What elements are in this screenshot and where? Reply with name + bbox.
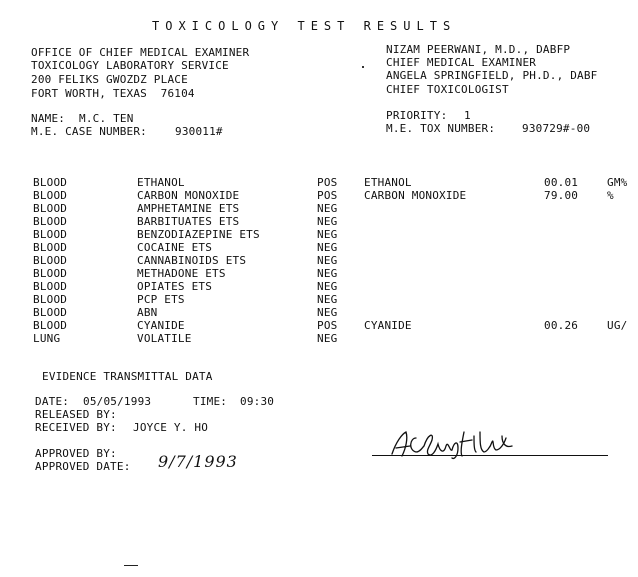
priority-label: PRIORITY:	[386, 109, 448, 122]
result-cell: NEG	[317, 306, 338, 319]
tox-number-value: 930729#-00	[522, 122, 591, 135]
table-row	[0, 280, 638, 293]
specimen-cell: BLOOD	[33, 306, 68, 319]
test-cell: ETHANOL	[137, 176, 185, 189]
footer-dash	[124, 565, 138, 566]
value-cell: 00.26	[544, 319, 579, 332]
result-cell: NEG	[317, 293, 338, 306]
analyte-cell: ETHANOL	[364, 176, 412, 189]
date-value: 05/05/1993	[83, 395, 152, 408]
examiner-line-1: NIZAM PEERWANI, M.D., DABFP	[386, 43, 571, 56]
test-cell: PCP ETS	[137, 293, 185, 306]
test-cell: CYANIDE	[137, 319, 185, 332]
case-number-value: 930011#	[175, 125, 223, 138]
priority-value: 1	[464, 109, 471, 122]
name-label: NAME:	[31, 112, 66, 125]
table-row	[0, 319, 638, 332]
received-by-label: RECEIVED BY:	[35, 421, 117, 434]
case-number-label: M.E. CASE NUMBER:	[31, 125, 147, 138]
unit-cell: UG/	[607, 319, 628, 332]
released-by-label: RELEASED BY:	[35, 408, 117, 421]
specimen-cell: BLOOD	[33, 241, 68, 254]
table-row	[0, 189, 638, 202]
office-line-1: OFFICE OF CHIEF MEDICAL EXAMINER	[31, 46, 250, 59]
office-line-4: FORT WORTH, TEXAS 76104	[31, 87, 195, 100]
signature-image	[388, 428, 528, 462]
result-cell: NEG	[317, 267, 338, 280]
table-row	[0, 306, 638, 319]
test-cell: VOLATILE	[137, 332, 192, 345]
value-cell: 00.01	[544, 176, 579, 189]
specimen-cell: BLOOD	[33, 202, 68, 215]
unit-cell: %	[607, 189, 614, 202]
table-row	[0, 332, 638, 345]
test-cell: AMPHETAMINE ETS	[137, 202, 240, 215]
value-cell: 79.00	[544, 189, 579, 202]
specimen-cell: BLOOD	[33, 280, 68, 293]
result-cell: NEG	[317, 215, 338, 228]
examiner-line-2: CHIEF MEDICAL EXAMINER	[386, 56, 537, 69]
result-cell: NEG	[317, 202, 338, 215]
time-value: 09:30	[240, 395, 275, 408]
result-cell: NEG	[317, 254, 338, 267]
result-cell: NEG	[317, 280, 338, 293]
page-title: TOXICOLOGY TEST RESULTS	[152, 19, 457, 33]
table-row	[0, 215, 638, 228]
specimen-cell: BLOOD	[33, 267, 68, 280]
date-label: DATE:	[35, 395, 70, 408]
test-cell: COCAINE ETS	[137, 241, 213, 254]
table-row	[0, 254, 638, 267]
test-cell: ABN	[137, 306, 158, 319]
table-row	[0, 267, 638, 280]
table-row	[0, 293, 638, 306]
unit-cell: GM%	[607, 176, 628, 189]
table-row	[0, 241, 638, 254]
specimen-cell: BLOOD	[33, 176, 68, 189]
test-cell: BARBITUATES ETS	[137, 215, 240, 228]
specimen-cell: BLOOD	[33, 215, 68, 228]
tox-number-label: M.E. TOX NUMBER:	[386, 122, 496, 135]
result-cell: NEG	[317, 332, 338, 345]
name-value: M.C. TEN	[79, 112, 134, 125]
analyte-cell: CARBON MONOXIDE	[364, 189, 467, 202]
speck-mark	[362, 66, 364, 68]
result-cell: POS	[317, 176, 338, 189]
test-cell: BENZODIAZEPINE ETS	[137, 228, 260, 241]
result-cell: POS	[317, 319, 338, 332]
table-row	[0, 228, 638, 241]
received-by-value: JOYCE Y. HO	[133, 421, 209, 434]
test-cell: CANNABINOIDS ETS	[137, 254, 247, 267]
time-label: TIME:	[193, 395, 228, 408]
test-cell: CARBON MONOXIDE	[137, 189, 240, 202]
signature-line	[372, 455, 608, 456]
analyte-cell: CYANIDE	[364, 319, 412, 332]
evidence-heading: EVIDENCE TRANSMITTAL DATA	[42, 370, 213, 383]
approved-by-label: APPROVED BY:	[35, 447, 117, 460]
specimen-cell: BLOOD	[33, 228, 68, 241]
examiner-line-3: ANGELA SPRINGFIELD, PH.D., DABF	[386, 69, 598, 82]
office-line-2: TOXICOLOGY LABORATORY SERVICE	[31, 59, 229, 72]
result-cell: POS	[317, 189, 338, 202]
office-line-3: 200 FELIKS GWOZDZ PLACE	[31, 73, 188, 86]
approved-date-value: 9/7/1993	[158, 452, 238, 471]
result-cell: NEG	[317, 241, 338, 254]
specimen-cell: LUNG	[33, 332, 61, 345]
test-cell: METHADONE ETS	[137, 267, 226, 280]
table-row	[0, 176, 638, 189]
specimen-cell: BLOOD	[33, 189, 68, 202]
specimen-cell: BLOOD	[33, 254, 68, 267]
examiner-line-4: CHIEF TOXICOLOGIST	[386, 83, 509, 96]
specimen-cell: BLOOD	[33, 293, 68, 306]
specimen-cell: BLOOD	[33, 319, 68, 332]
test-cell: OPIATES ETS	[137, 280, 213, 293]
result-cell: NEG	[317, 228, 338, 241]
approved-date-label: APPROVED DATE:	[35, 460, 131, 473]
table-row	[0, 202, 638, 215]
